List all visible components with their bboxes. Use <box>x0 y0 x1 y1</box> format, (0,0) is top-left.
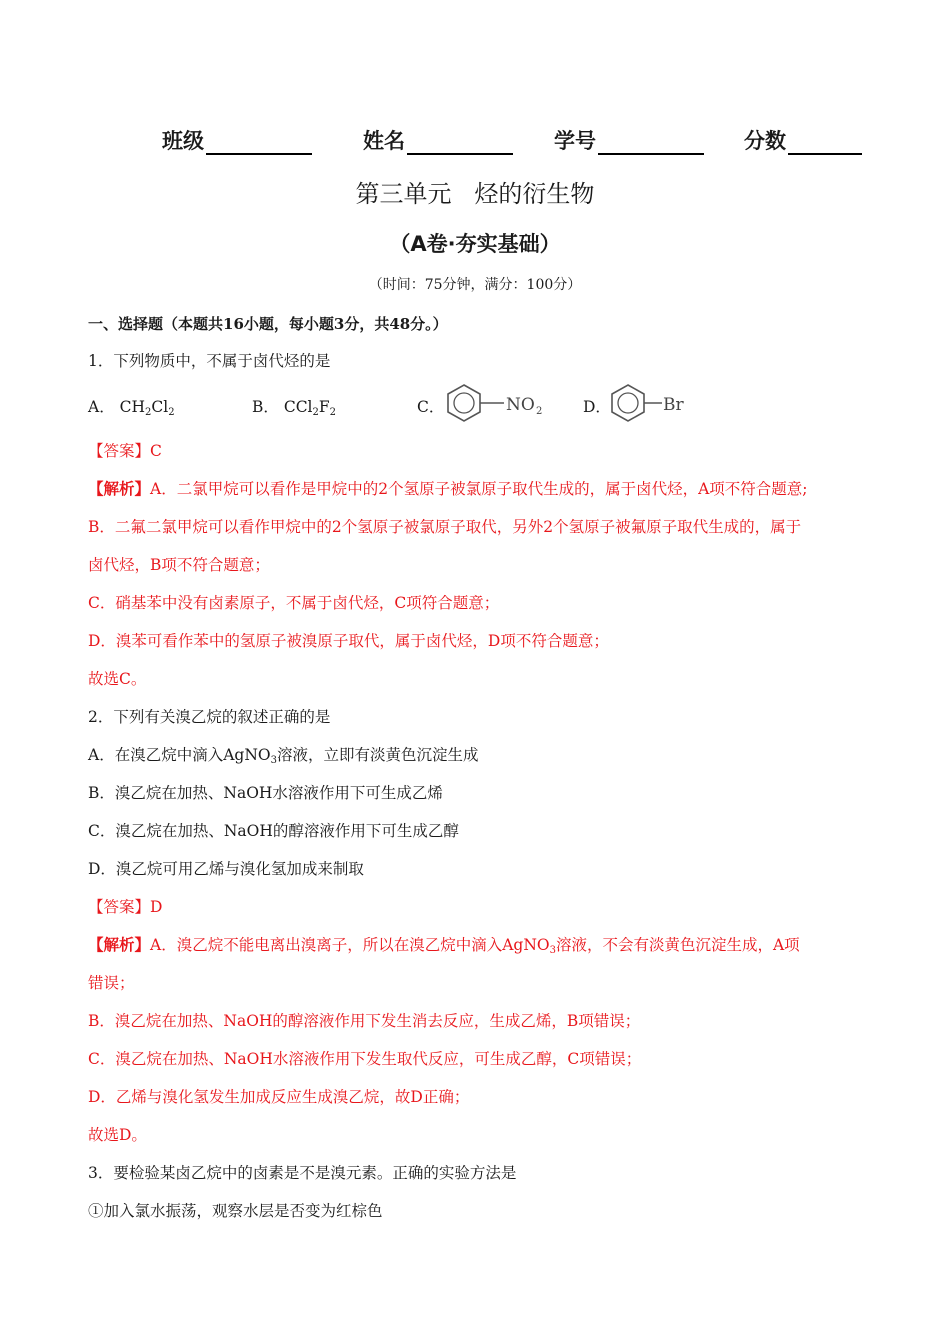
name-blank <box>407 131 513 155</box>
score-field <box>744 125 862 155</box>
chem-formula: $CH_2Cl_2$ <box>119 398 175 418</box>
q1-stem: 1．下列物质中，不属于卤代烃的是 <box>88 352 331 370</box>
bromobenzene-structure <box>606 381 696 427</box>
q2-conclusion: 故选D。 <box>88 1126 147 1144</box>
q2-option-b: B．溴乙烷在加热、NaOH水溶液作用下可生成乙烯 <box>88 784 443 802</box>
q1-explanation-4: D．溴苯可看作苯中的氢原子被溴原子取代，属于卤代烃，D项不符合题意； <box>88 632 609 650</box>
page-title: 第三单元 烃的衍生物 <box>355 180 595 208</box>
name-field <box>363 125 513 155</box>
score-label: 分数 <box>744 129 786 153</box>
svg-text:NO: NO <box>506 395 535 415</box>
q2-answer: 【答案】D <box>88 898 163 916</box>
q1-conclusion: 故选C。 <box>88 670 147 688</box>
q1-explanation-3: C．硝基苯中没有卤素原子，不属于卤代烃，C项符合题意； <box>88 594 500 612</box>
q1-option-b: B． $CCl_2F_2$ <box>252 398 337 418</box>
chem-formula: AgNO$_3$ <box>223 746 277 766</box>
q1-explanation-2b: 卤代烃，B项不符合题意； <box>88 556 270 574</box>
q1-option-d-label: D． <box>583 398 611 416</box>
score-blank <box>788 131 862 155</box>
number-field <box>554 125 704 155</box>
section-heading: 一、选择题（本题共16小题，每小题3分，共48分。） <box>88 315 448 333</box>
number-label: 学号 <box>554 129 596 153</box>
q2-option-d: D．溴乙烷可用乙烯与溴化氢加成来制取 <box>88 860 364 878</box>
q2-option-c: C．溴乙烷在加热、NaOH的醇溶液作用下可生成乙醇 <box>88 822 459 840</box>
chem-formula: AgNO$_3$ <box>502 936 556 956</box>
q1-explanation-2a: B．二氟二氯甲烷可以看作甲烷中的2个氢原子被氯原子取代，另外2个氢原子被氟原子取代生成的，属于 <box>88 518 802 536</box>
class-blank <box>206 131 312 155</box>
nitrobenzene-structure <box>442 381 550 427</box>
q1-option-c-label: C． <box>417 398 445 416</box>
class-field <box>162 125 312 155</box>
q2-explanation-3: C．溴乙烷在加热、NaOH水溶液作用下发生取代反应，可生成乙醇，C项错误； <box>88 1050 642 1068</box>
q2-explanation-4: D．乙烯与溴化氢发生加成反应生成溴乙烷，故D正确； <box>88 1088 470 1106</box>
chem-formula: $CCl_2F_2$ <box>283 398 337 418</box>
svg-text:Br: Br <box>663 395 684 415</box>
q2-explanation-2: B．溴乙烷在加热、NaOH的醇溶液作用下发生消去反应，生成乙烯，B项错误； <box>88 1012 641 1030</box>
time-info: （时间：75分钟，满分：100分） <box>368 277 582 293</box>
number-blank <box>598 131 704 155</box>
q1-explanation-1: 【解析】A．二氯甲烷可以看作是甲烷中的2个氢原子被氯原子取代生成的，属于卤代烃，A项不符合题意; <box>88 479 808 498</box>
q2-explanation-1: 【解析】A．溴乙烷不能电离出溴离子，所以在溴乙烷中滴入AgNO$_3$溶液，不会有淡黄色沉淀生成，A项 <box>88 935 800 956</box>
q3-stem: 3．要检验某卤乙烷中的卤素是不是溴元素。正确的实验方法是 <box>88 1164 517 1182</box>
q3-item-1: ①加入氯水振荡，观察水层是否变为红棕色 <box>88 1202 383 1220</box>
q1-option-a: A． $CH_2Cl_2$ <box>88 398 175 418</box>
svg-text:2: 2 <box>536 406 543 417</box>
page-subtitle: （A卷·夯实基础） <box>389 232 561 256</box>
q2-option-a: A．在溴乙烷中滴入AgNO$_3$溶液，立即有淡黄色沉淀生成 <box>88 746 479 766</box>
q2-explanation-1c: 错误； <box>88 974 135 992</box>
q1-answer: 【答案】C <box>88 442 162 460</box>
q2-stem: 2．下列有关溴乙烷的叙述正确的是 <box>88 708 331 726</box>
name-label: 姓名 <box>363 129 405 153</box>
class-label: 班级 <box>162 129 204 153</box>
